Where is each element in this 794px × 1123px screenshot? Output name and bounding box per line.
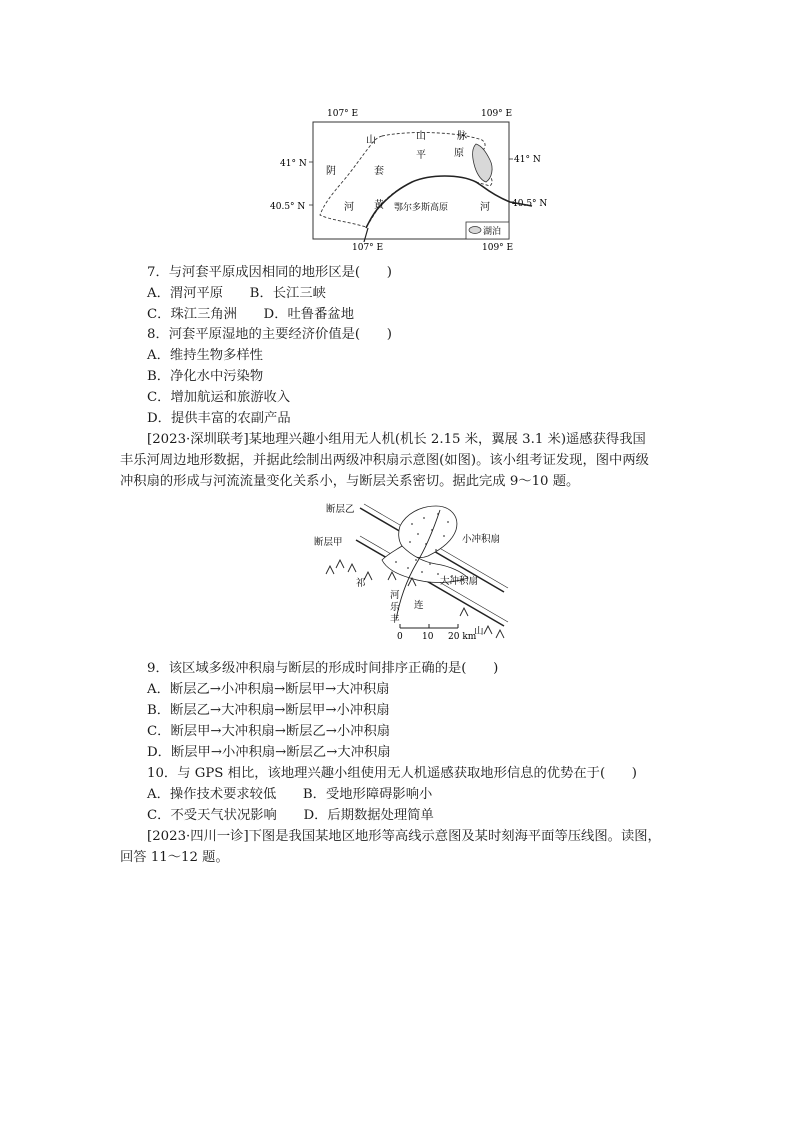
- legend-lake-label: 湖泊: [483, 227, 502, 237]
- label-ping: 平: [416, 150, 426, 161]
- label-shan-2: 山: [416, 131, 426, 142]
- passage1-line3: 冲积扇的形成与河流流量变化关系小，与断层关系密切。据此完成 9～10 题。: [120, 474, 580, 489]
- q10-options-cd: C．不受天气状况影响 D．后期数据处理简单: [147, 808, 434, 823]
- q10-stem: 10．与 GPS 相比，该地理兴趣小组使用无人机遥感获取地形信息的优势在于( ): [147, 766, 637, 781]
- passage2-line2: 回答 11～12 题。: [120, 850, 229, 865]
- q8-option-c: C．增加航运和旅游收入: [147, 390, 291, 405]
- scale-0-label: 0: [397, 632, 403, 642]
- label-tao: 套: [374, 166, 384, 177]
- label-he-2: 河: [480, 202, 490, 213]
- lat-40.5-right-label: 40.5° N: [512, 199, 548, 209]
- q9-option-a: A．断层乙→小冲积扇→断层甲→大冲积扇: [147, 682, 390, 697]
- he-label: 河: [390, 590, 400, 601]
- q8-stem: 8．河套平原湿地的主要经济价值是( ): [147, 327, 392, 342]
- q9-stem: 9．该区域多级冲积扇与断层的形成时间排序正确的是( ): [147, 661, 499, 676]
- label-mai: 脉: [457, 131, 467, 142]
- label-shan-1: 山: [366, 135, 376, 146]
- lake-legend-icon: [469, 227, 481, 234]
- q9-option-d: D．断层甲→小冲积扇→断层乙→大冲积扇: [147, 745, 391, 760]
- qi-label: 祁: [356, 578, 366, 589]
- q10-options-ab: A．操作技术要求较低 B．受地形障碍影响小: [147, 787, 433, 802]
- small-fan-shape: [399, 506, 457, 558]
- q8-option-b: B．净化水中污染物: [147, 369, 264, 384]
- hetao-plain-map: [270, 102, 560, 254]
- lat-41-right-label: 41° N: [514, 155, 541, 165]
- lian-label: 连: [414, 600, 424, 611]
- q8-option-a: A．维持生物多样性: [147, 348, 263, 363]
- alluvial-fan-diagram: [300, 498, 530, 648]
- fault-yi-label: 断层乙: [326, 504, 355, 515]
- q7-options-cd: C．珠江三角洲 D．吐鲁番盆地: [147, 307, 354, 322]
- label-yuan: 原: [454, 148, 464, 159]
- q9-option-b: B．断层乙→大冲积扇→断层甲→小冲积扇: [147, 703, 390, 718]
- lake-shape: [473, 144, 492, 182]
- passage2-line1: [2023·四川一诊]下图是我国某地区地形等高线示意图及某时刻海平面等压线图。读图，: [147, 829, 661, 844]
- q7-options-ab: A．渭河平原 B．长江三峡: [147, 286, 326, 301]
- lon-107-top-label: 107° E: [327, 109, 359, 119]
- map-frame: [313, 122, 509, 239]
- lon-109-bottom-label: 109° E: [482, 243, 514, 253]
- yellow-river-line: [366, 176, 532, 228]
- feng-label: 丰: [390, 614, 400, 625]
- passage1-line1: [2023·深圳联考]某地理兴趣小组用无人机(机长 2.15 米，翼展 3.1 米)遥感获得我国: [147, 432, 646, 447]
- lat-40.5-left-label: 40.5° N: [270, 202, 306, 212]
- q7-stem: 7．与河套平原成因相同的地形区是( ): [147, 265, 392, 280]
- le-label: 乐: [390, 602, 400, 613]
- large-fan-label: 大冲积扇: [440, 576, 479, 587]
- q9-option-c: C．断层甲→大冲积扇→断层乙→小冲积扇: [147, 724, 391, 739]
- label-yin: 阴: [326, 166, 336, 177]
- label-huang: 黄: [374, 200, 384, 211]
- lon-109-top-label: 109° E: [481, 109, 513, 119]
- passage1-line2: 丰乐河周边地形数据，并据此绘制出两级冲积扇示意图(如图)。该小组考证发现，图中两级: [120, 453, 649, 468]
- lat-41-left-label: 41° N: [280, 159, 307, 169]
- shan-label: 山: [474, 626, 484, 637]
- scale-10-label: 10: [422, 632, 434, 642]
- scale-20-label: 20 km: [448, 632, 477, 642]
- q8-option-d: D．提供丰富的农副产品: [147, 411, 291, 426]
- lon-107-bottom-label: 107° E: [352, 243, 384, 253]
- label-ordos-plateau: 鄂尔多斯高原: [394, 203, 449, 213]
- label-he-1: 河: [344, 202, 354, 213]
- small-fan-label: 小冲积扇: [462, 534, 501, 545]
- fault-jia-label: 断层甲: [314, 537, 343, 548]
